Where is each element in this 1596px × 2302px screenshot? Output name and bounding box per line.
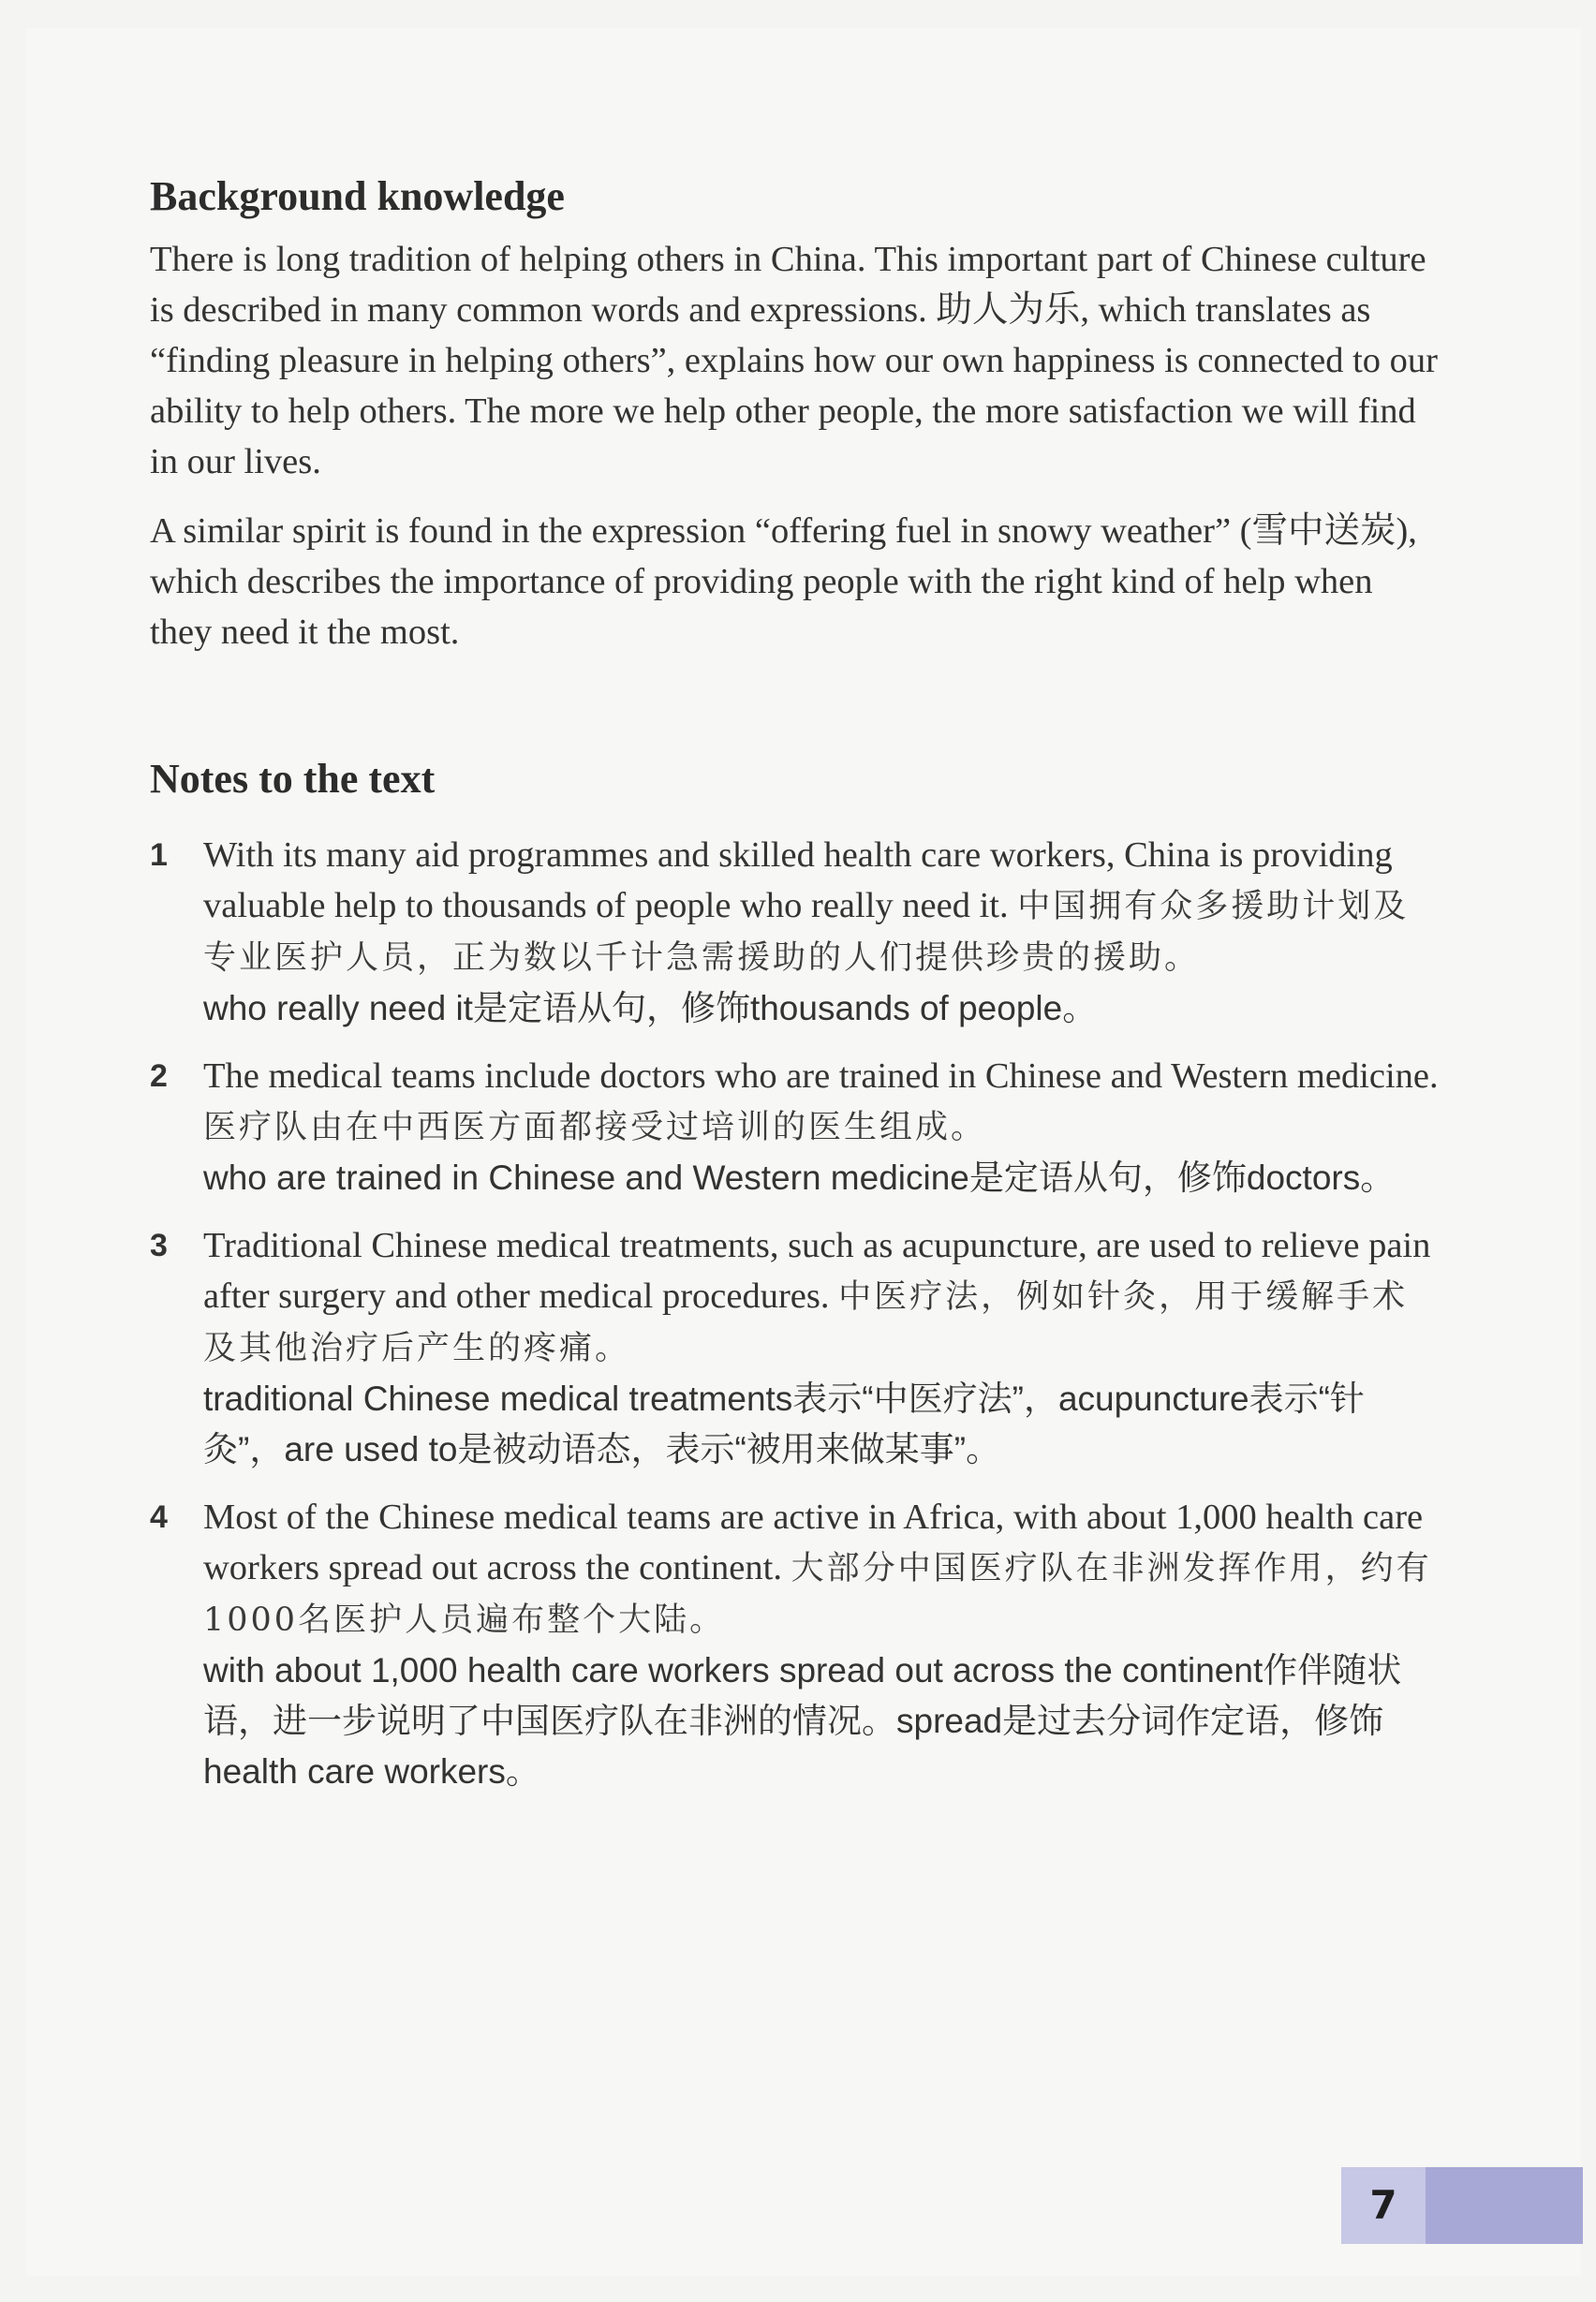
note-analysis: traditional Chinese medical treatments表示“中医疗法”，acupuncture表示“针灸”，are used to是被动语态，表示“被用来做某事”。	[203, 1380, 1365, 1468]
note-chinese: 大部分中国医疗队在非洲发挥作用，约有1000名医护人员遍布整个大陆。	[203, 1550, 1432, 1639]
notes-section	[150, 751, 1442, 1797]
notes-heading: Notes to the text	[150, 756, 436, 802]
page-number-tab	[1341, 2167, 1583, 2244]
note-chinese: 医疗队由在中西医方面都接受过培训的医生组成。	[203, 1109, 987, 1146]
note-analysis: who really need it是定语从句，修饰thousands of people。	[203, 989, 1098, 1027]
note-english: Most of the Chinese medical teams are active in Africa, with about 1,000 health care workers spread out across the continent.	[203, 1498, 1424, 1587]
background-section	[150, 169, 1442, 657]
note-text	[203, 1220, 1442, 1374]
page-number: 7	[1369, 2182, 1397, 2228]
note-english: The medical teams include doctors who are trained in Chinese and Western medicine.	[203, 1056, 1439, 1096]
note-text	[203, 1492, 1442, 1645]
note-item-3	[150, 1220, 1442, 1475]
note-number: 2	[150, 1058, 168, 1094]
note-item-4	[150, 1492, 1442, 1797]
note-chinese: 中国拥有众多援助计划及专业医护人员，正为数以千计急需援助的人们提供珍贵的援助。	[203, 888, 1410, 977]
note-english: Traditional Chinese medical treatments, such as acupuncture, are used to relieve pain after surgery and other medical procedures.	[203, 1226, 1431, 1316]
note-number: 1	[150, 837, 168, 873]
note-item-2	[150, 1051, 1442, 1203]
background-paragraph-2: A similar spirit is found in the expression “offering fuel in snowy weather” (雪中送炭), which describes the importance of providing people with the right kind of help when they need it the most.	[150, 511, 1417, 652]
background-heading: Background knowledge	[150, 173, 565, 219]
note-analysis: who are trained in Chinese and Western medicine是定语从句，修饰doctors。	[203, 1158, 1396, 1197]
note-text	[203, 1051, 1442, 1153]
background-paragraph-1: There is long tradition of helping others in China. This important part of Chinese culture is described in many common words and expressions. 助人为乐, which translates as “finding pleasure in helping others”, explains how our own happiness is connected to our ability to help others. The more we help other people, the more satisfaction we will find in our lives.	[150, 240, 1438, 481]
note-number: 4	[150, 1499, 168, 1535]
note-chinese: 中医疗法，例如针灸，用于缓解手术及其他治疗后产生的疼痛。	[203, 1278, 1409, 1367]
note-english: With its many aid programmes and skilled health care workers, China is providing valuable help to thousands of people who really need it.	[203, 835, 1393, 925]
page-content	[150, 169, 1442, 1814]
note-text	[203, 830, 1442, 983]
note-item-1	[150, 830, 1442, 1034]
note-number: 3	[150, 1228, 168, 1263]
note-analysis: with about 1,000 health care workers spread out across the continent作伴随状语，进一步说明了中国医疗队在非洲的情况。spread是过去分词作定语，修饰health care workers。	[203, 1651, 1402, 1791]
